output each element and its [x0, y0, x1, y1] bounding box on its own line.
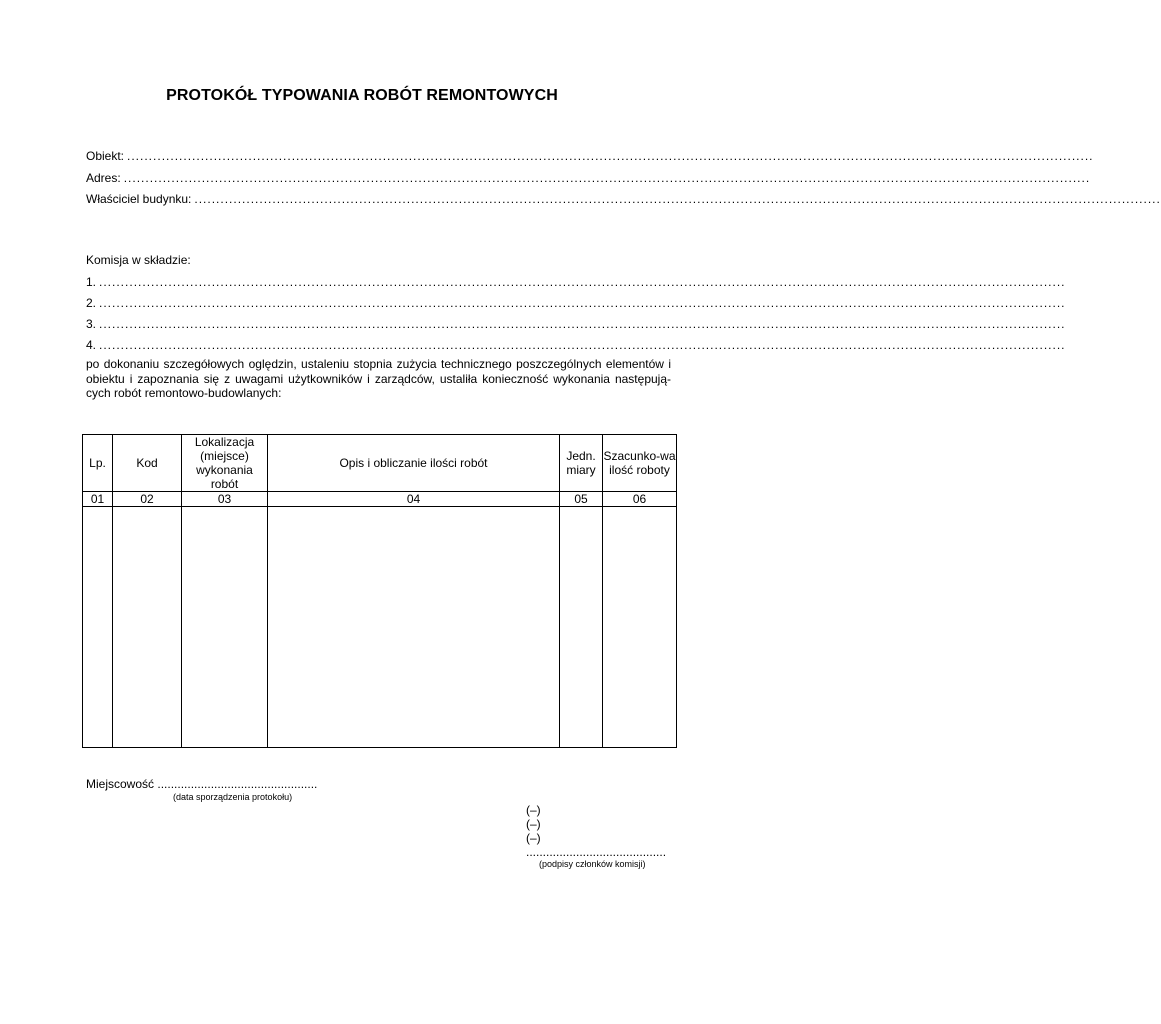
kod-cell[interactable] — [113, 507, 182, 748]
signature-2[interactable]: (–) — [526, 817, 541, 831]
signature-3[interactable]: (–) — [526, 831, 541, 845]
col-number: 01 — [83, 492, 113, 507]
obiekt-label: Obiekt: — [86, 149, 125, 163]
table-row[interactable] — [83, 507, 677, 748]
adres-label: Adres: — [86, 171, 121, 185]
wlasciciel-field[interactable] — [86, 190, 1161, 206]
table-header-row — [83, 435, 677, 492]
komisja-member-3[interactable]: 3. ............................................................................................................................................................................................................................... — [86, 317, 1066, 331]
signature-caption: (podpisy członków komisji) — [539, 859, 646, 869]
place-field[interactable] — [86, 777, 317, 791]
place-dots: ................................................ — [157, 777, 318, 791]
works-table — [82, 434, 677, 748]
lokalizacja-cell[interactable] — [182, 507, 268, 748]
col-header-ilosc: Szacunko-wa ilość roboty — [603, 435, 677, 492]
description-paragraph: po dokonaniu szczegółowych oględzin, ustaleniu stopnia zużycia technicznego poszczególnych elementów i obiektu i zapoznania się z uwagami użytkowników i zarządców, ustaliła konieczność wykonania następują-cych robót remontowo-budowlanych: — [86, 357, 671, 400]
col-number: 05 — [560, 492, 603, 507]
adres-dots: ............................................................................................................................................................................................................................... — [123, 171, 1091, 185]
signature-dots: .......................................... — [526, 845, 667, 859]
place-label: Miejscowość — [86, 777, 155, 791]
komisja-member-2[interactable]: 2. ............................................................................................................................................................................................................................... — [86, 296, 1066, 310]
col-number: 04 — [268, 492, 560, 507]
wlasciciel-label: Właściciel budynku: — [86, 192, 192, 206]
document-title: PROTOKÓŁ TYPOWANIA ROBÓT REMONTOWYCH — [166, 87, 558, 104]
col-number: 03 — [182, 492, 268, 507]
komisja-member-4[interactable]: 4. ............................................................................................................................................................................................................................... — [86, 338, 1066, 352]
col-number: 02 — [113, 492, 182, 507]
table-number-row — [83, 492, 677, 507]
col-header-lp: Lp. — [83, 435, 113, 492]
col-header-kod: Kod — [113, 435, 182, 492]
col-header-jednostka: Jedn. miary — [560, 435, 603, 492]
member-4-dots: ............................................................................................................................................................................................................................... — [99, 338, 1066, 352]
adres-field[interactable] — [86, 169, 1091, 185]
komisja-heading: Komisja w składzie: — [86, 253, 191, 267]
obiekt-dots: ............................................................................................................................................................................................................................... — [127, 149, 1094, 163]
lp-cell[interactable] — [83, 507, 113, 748]
signature-1[interactable]: (–) — [526, 803, 541, 817]
wlasciciel-dots: ............................................................................................................................................................................................................................... — [194, 192, 1161, 206]
col-number: 06 — [603, 492, 677, 507]
member-3-dots: ............................................................................................................................................................................................................................... — [99, 317, 1066, 331]
place-caption: (data sporządzenia protokołu) — [173, 792, 293, 802]
member-2-dots: ............................................................................................................................................................................................................................... — [99, 296, 1066, 310]
jednostka-cell[interactable] — [560, 507, 603, 748]
ilosc-cell[interactable] — [603, 507, 677, 748]
obiekt-field[interactable] — [86, 147, 1094, 163]
opis-cell[interactable] — [268, 507, 560, 748]
col-header-opis: Opis i obliczanie ilości robót — [268, 435, 560, 492]
member-1-dots: ............................................................................................................................................................................................................................... — [99, 275, 1066, 289]
col-header-lokalizacja: Lokalizacja (miejsce) wykonania robót — [182, 435, 268, 492]
komisja-member-1[interactable]: 1. ............................................................................................................................................................................................................................... — [86, 275, 1066, 289]
